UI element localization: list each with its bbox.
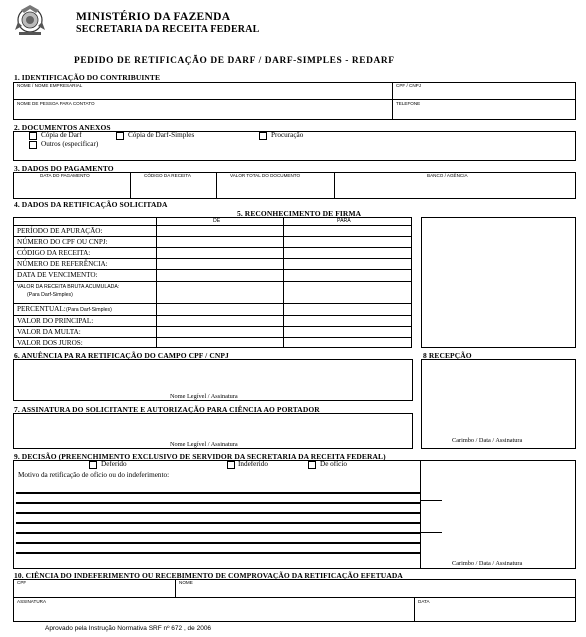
row-receita-bruta-note: (Para Darf-Simples): [27, 292, 73, 298]
s10-signature-label: ASSINATURA: [17, 599, 47, 604]
section-7-signature-label: Nome Legível / Assinatura: [170, 441, 238, 448]
section-6-title: 6. ANUÊNCIA PA RA RETIFICAÇÃO DO CAMPO CPF / CNPJ: [14, 351, 229, 360]
section-3-title: 3. DADOS DO PAGAMENTO: [14, 164, 114, 173]
section-9-stamp-label: Carimbo / Data / Assinatura: [452, 560, 523, 567]
revenue-code-label: CÓDIGO DA RECEITA: [144, 173, 191, 178]
section-10-title: 10. CIÊNCIA DO INDEFERIMENTO OU RECEBIMENTO DE COMPROVAÇÃO DA RETIFICAÇÃO EFETUADA: [14, 571, 403, 580]
section-8-title: 8 RECEPÇÃO: [423, 351, 472, 360]
coat-of-arms-logo: [12, 4, 48, 38]
procuracao-label: Procuração: [271, 131, 304, 139]
contact-field-label: NOME DE PESSOA PARA CONTATO: [17, 101, 95, 106]
row-percentual-label: PERCENTUAL:: [17, 305, 66, 313]
section-6-signature-label: Nome Legível / Assinatura: [170, 393, 238, 400]
row-principal-label: VALOR DO PRINCIPAL:: [17, 317, 94, 325]
section-1-box: [13, 82, 576, 120]
indeferido-label: Indeferido: [238, 460, 268, 468]
copia-darf-simples-checkbox[interactable]: [116, 132, 124, 140]
footer-approval-note: Aprovado pela Instrução Normativa SRF nº 672 , de 2006: [45, 625, 212, 632]
row-multa-label: VALOR DA MULTA:: [17, 328, 81, 336]
cpf-cnpj-field-label: CPF / CNPJ: [396, 83, 422, 88]
payment-date-label: DATA DO PAGAMENTO: [40, 173, 90, 178]
section-5-box: [421, 217, 576, 348]
row-referencia-label: NÚMERO DE REFERÊNCIA:: [17, 260, 108, 268]
outros-label: Outros (especificar): [41, 140, 99, 148]
section-2-title: 2. DOCUMENTOS ANEXOS: [14, 123, 111, 132]
row-cpf-cnpj-label: NÚMERO DO CPF OU CNPJ:: [17, 238, 108, 246]
name-field-label: NOME / NOME EMPRESARIAL: [17, 83, 83, 88]
section-9-title: 9. DECISÃO (PREENCHIMENTO EXCLUSIVO DE SERVIDOR DA SECRETARIA DA RECEITA FEDERAL): [14, 452, 386, 461]
bank-agency-label: BANCO / AGÊNCIA: [427, 173, 468, 178]
section-4-title: 4. DADOS DA RETIFICAÇÃO SOLICITADA: [14, 200, 168, 209]
copia-darf-checkbox[interactable]: [29, 132, 37, 140]
section-10-box: [13, 579, 576, 622]
deferido-label: Deferido: [101, 460, 127, 468]
row-juros-label: VALOR DOS JUROS:: [17, 339, 83, 347]
outros-checkbox[interactable]: [29, 141, 37, 149]
row-periodo-label: PERÍODO DE APURAÇÃO:: [17, 227, 103, 235]
ministry-name: MINISTÉRIO DA FAZENDA: [76, 11, 231, 23]
deferido-checkbox[interactable]: [89, 461, 97, 469]
document-total-label: VALOR TOTAL DO DOCUMENTO: [230, 173, 301, 178]
section-7-title: 7. ASSINATURA DO SOLICITANTE E AUTORIZAÇÃO PARA CIÊNCIA AO PORTADOR: [14, 405, 320, 414]
copia-darf-simples-label: Cópia de Darf-Simples: [128, 131, 195, 139]
row-vencimento-label: DATA DE VENCIMENTO:: [17, 271, 98, 279]
row-receita-bruta-label: VALOR DA RECEITA BRUTA ACUMULADA:: [17, 284, 120, 290]
s10-cpf-label: CPF: [17, 580, 27, 585]
row-percentual-note: (Para Darf-Simples): [66, 307, 112, 313]
indeferido-checkbox[interactable]: [227, 461, 235, 469]
procuracao-checkbox[interactable]: [259, 132, 267, 140]
secretariat-name: SECRETARIA DA RECEITA FEDERAL: [76, 24, 260, 35]
de-column-header: DE: [213, 218, 221, 224]
row-codigo-label: CÓDIGO DA RECEITA:: [17, 249, 91, 257]
phone-field-label: TELEFONE: [396, 101, 421, 106]
section-1-title: 1. IDENTIFICAÇÃO DO CONTRIBUINTE: [14, 73, 161, 82]
copia-darf-label: Cópia de Darf: [41, 131, 82, 139]
motivo-label: Motivo da retificação de ofício ou do indeferimento:: [18, 471, 170, 479]
para-column-header: PARA: [337, 218, 351, 224]
form-title: PEDIDO DE RETIFICAÇÃO DE DARF / DARF-SIMPLES - REDARF: [74, 56, 395, 66]
de-oficio-label: De ofício: [320, 460, 347, 468]
section-5-title: 5. RECONHECIMENTO DE FIRMA: [237, 209, 362, 218]
de-oficio-checkbox[interactable]: [308, 461, 316, 469]
section-8-box: [421, 359, 576, 449]
s10-name-label: NOME: [179, 580, 193, 585]
s10-date-label: DATA: [418, 599, 430, 604]
section-8-stamp-label: Carimbo / Data / Assinatura: [452, 437, 523, 444]
